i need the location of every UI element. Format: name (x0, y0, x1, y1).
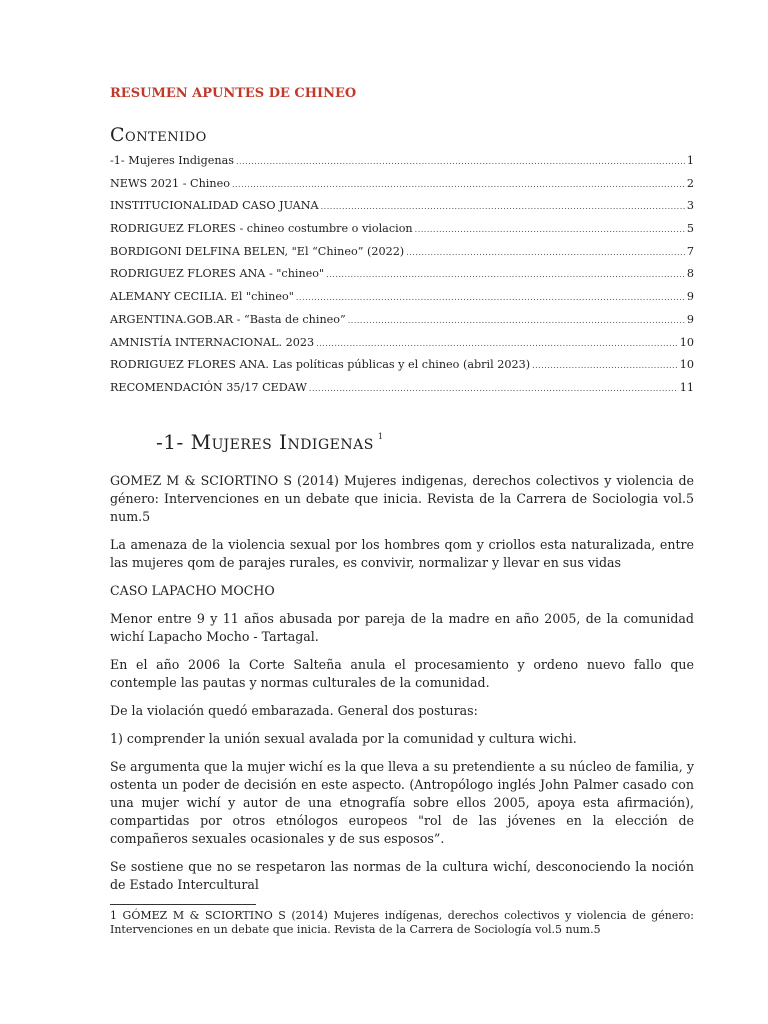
footnote-reference[interactable]: 1 (377, 432, 384, 441)
section-heading-text: -1- Mujeres Indigenas (156, 430, 374, 454)
toc-dot-leader (321, 200, 685, 214)
toc-dot-leader (296, 291, 685, 305)
toc-entry-title[interactable]: ARGENTINA.GOB.AR - “Basta de chineo” (110, 312, 346, 326)
toc-entry-title[interactable]: BORDIGONI DELFINA BELEN, "El “Chineo” (2022) (110, 244, 405, 258)
toc-entry-title[interactable]: RODRIGUEZ FLORES - chineo costumbre o violacion (110, 222, 413, 236)
section-body (110, 472, 694, 904)
citation-paragraph: GOMEZ M & SCIORTINO S (2014) Mujeres indigenas, derechos colectivos y violencia de género: Intervenciones en un debate que inicia. Revista de la Carrera de Sociologia vol.5 num.5 (110, 473, 694, 524)
toc-entry[interactable] (110, 313, 694, 336)
toc-dot-leader (415, 223, 685, 237)
toc-heading: Contenido (110, 124, 207, 146)
toc-dot-leader (232, 178, 685, 192)
toc-entry[interactable] (110, 222, 694, 245)
toc-entry-page: 2 (686, 176, 694, 190)
toc-entry-title[interactable]: AMNISTÍA INTERNACIONAL. 2023 (110, 335, 315, 349)
toc-entry-page: 7 (686, 244, 694, 258)
footnote-divider (110, 904, 256, 905)
toc-entry[interactable] (110, 267, 694, 290)
toc-entry-title[interactable]: RODRIGUEZ FLORES ANA. Las políticas públicas y el chineo (abril 2023) (110, 358, 531, 372)
section-heading (156, 430, 383, 454)
body-paragraph: Se sostiene que no se respetaron las normas de la cultura wichí, desconociendo la noción de Estado Intercultural (110, 859, 694, 892)
footnote: 1 GÓMEZ M & SCIORTINO S (2014) Mujeres indígenas, derechos colectivos y violencia de género: Intervenciones en un debate que inicia. Revista de la Carrera de Sociología vol.5 num.5 (110, 909, 694, 936)
toc-entry-title[interactable]: RECOMENDACIÓN 35/17 CEDAW (110, 380, 307, 394)
toc-entry[interactable] (110, 199, 694, 222)
toc-entry-page: 3 (686, 199, 694, 213)
toc-dot-leader (236, 155, 685, 169)
body-paragraph: Se argumenta que la mujer wichí es la que lleva a su pretendiente a su núcleo de familia, y ostenta un poder de decisión en este aspecto. (Antropólogo inglés John Palmer casado con una mujer wichí y autor de una etnografía sobre ellos 2005, apoya esta afirmación), compartidas por otros etnólogos europeos "rol de las jóvenes en la elección de compañeros sexuales ocasionales y de sus esposos”. (110, 759, 694, 846)
toc-entry-title[interactable]: ALEMANY CECILIA. El "chineo" (110, 290, 294, 304)
toc-entry-page: 8 (686, 267, 694, 281)
toc-entry[interactable] (110, 245, 694, 268)
toc-entry-page: 9 (686, 312, 694, 326)
toc-entry[interactable] (110, 336, 694, 359)
toc-dot-leader (406, 246, 685, 260)
toc-entry-page: 11 (679, 380, 694, 394)
toc-entry[interactable] (110, 290, 694, 313)
toc-entry-title[interactable]: INSTITUCIONALIDAD CASO JUANA (110, 199, 319, 213)
body-paragraph: La amenaza de la violencia sexual por los hombres qom y criollos esta naturalizada, entre las mujeres qom de parajes rurales, es convivir, normalizar y llevar en sus vidas (110, 537, 694, 570)
document-title: RESUMEN APUNTES DE CHINEO (110, 86, 357, 101)
toc-dot-leader (326, 268, 685, 282)
toc-entry-page: 10 (679, 358, 694, 372)
case-subheading: CASO LAPACHO MOCHO (110, 583, 275, 598)
toc-entry[interactable] (110, 358, 694, 381)
toc-dot-leader (532, 359, 678, 373)
toc-entry-page: 10 (679, 335, 694, 349)
body-paragraph: 1) comprender la unión sexual avalada por la comunidad y cultura wichi. (110, 731, 577, 746)
toc-entry-title[interactable]: RODRIGUEZ FLORES ANA - "chineo" (110, 267, 325, 281)
toc-entry-title[interactable]: -1- Mujeres Indigenas (110, 154, 235, 167)
toc-entry-page: 9 (686, 290, 694, 304)
body-paragraph: En el año 2006 la Corte Salteña anula el procesamiento y ordeno nuevo fallo que contemple las pautas y normas culturales de la comunidad. (110, 657, 694, 690)
toc-entry[interactable] (110, 154, 694, 177)
toc-entry-page: 1 (686, 154, 694, 167)
body-paragraph: De la violación quedó embarazada. General dos posturas: (110, 703, 478, 718)
body-paragraph: Menor entre 9 y 11 años abusada por pareja de la madre en año 2005, de la comunidad wichí Lapacho Mocho - Tartagal. (110, 611, 694, 644)
toc-dot-leader (348, 314, 685, 328)
toc-entry-title[interactable]: NEWS 2021 - Chineo (110, 176, 230, 190)
table-of-contents (110, 154, 694, 404)
toc-dot-leader (309, 382, 678, 396)
toc-entry[interactable] (110, 381, 694, 404)
toc-entry[interactable] (110, 177, 694, 200)
toc-entry-page: 5 (686, 222, 694, 236)
toc-dot-leader (316, 337, 678, 351)
